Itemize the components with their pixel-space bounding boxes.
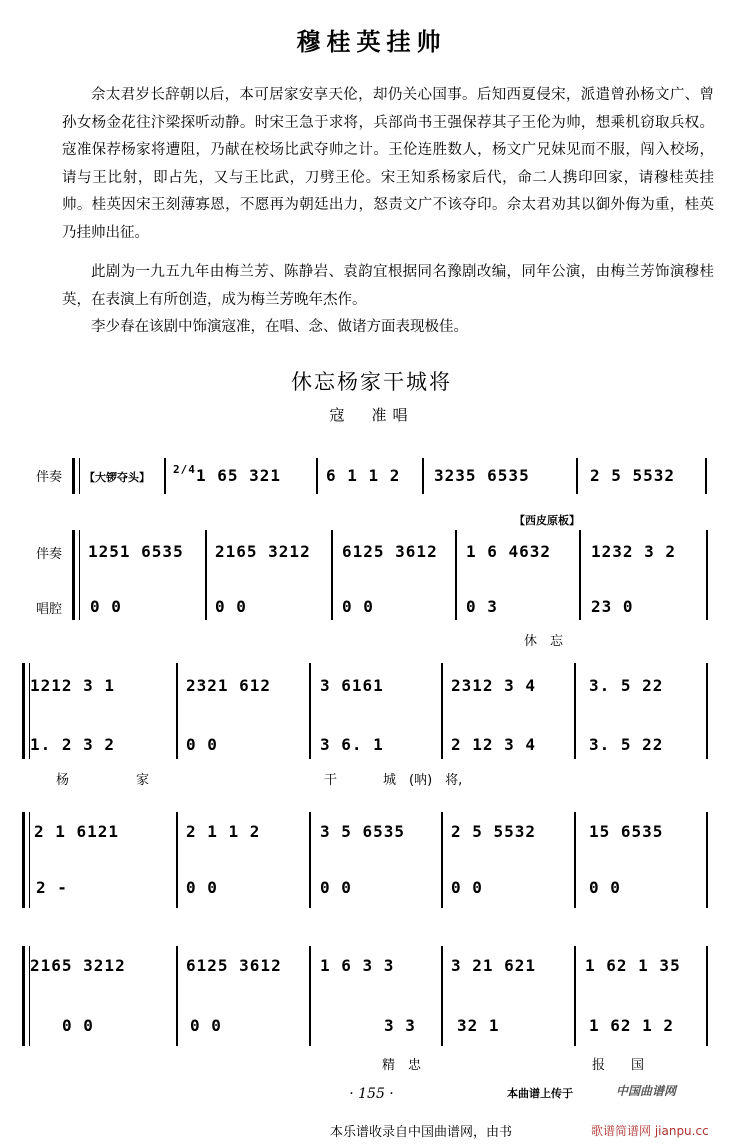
measure: 0 0 <box>215 597 247 616</box>
singer-credit: 寇 准唱 <box>329 406 414 424</box>
barline <box>576 458 578 494</box>
part-label-accomp: 伴奏 <box>36 547 63 562</box>
measure: 6125 3612 <box>342 542 438 561</box>
measure: 3 3 <box>384 1016 416 1035</box>
barline <box>176 812 178 908</box>
barline <box>176 946 178 1046</box>
lyric: 干 <box>324 773 338 788</box>
measure: 2 1 1 2 <box>186 822 261 841</box>
measure: 0 0 <box>62 1016 94 1035</box>
barline <box>309 812 311 908</box>
barline <box>706 530 708 620</box>
barline <box>705 458 707 494</box>
part-label-vocal: 唱腔 <box>36 602 63 617</box>
lyric: 休 忘 <box>524 634 564 649</box>
barline <box>441 946 443 1046</box>
measure: 6 1 1 2 <box>326 466 401 485</box>
upload-note: 本曲谱上传于 <box>507 1087 573 1100</box>
page-title: 穆桂英挂帅 <box>296 28 447 56</box>
barline <box>441 663 443 759</box>
measure: 0 0 <box>186 735 218 754</box>
system-brace <box>22 812 30 908</box>
measure: 1 65 321 <box>196 466 282 485</box>
measure: 2 12 3 4 <box>451 735 537 754</box>
system-brace <box>72 530 80 620</box>
barline <box>316 458 318 494</box>
barline <box>309 663 311 759</box>
watermark: 歌谱简谱网 jianpu.cc <box>591 1124 709 1138</box>
lyric: 报 国 <box>592 1058 645 1073</box>
measure: 1 62 1 2 <box>589 1016 675 1035</box>
barline <box>455 530 457 620</box>
measure: 1. 2 3 2 <box>30 735 116 754</box>
lyric: 精 忠 <box>382 1058 422 1073</box>
lyric: 杨 <box>56 773 70 788</box>
measure: 3 21 621 <box>451 956 537 975</box>
measure: 3 6. 1 <box>320 735 384 754</box>
barline <box>706 946 708 1046</box>
source-note: 本乐谱收录自中国曲谱网，由书 <box>330 1125 513 1140</box>
adaptation-paragraph: 此剧为一九五九年由梅兰芳、陈静岩、袁韵宜根据同名豫剧改编，同年公演，由梅兰芳饰演穆桂英，在表演上有所创造，成为梅兰芳晚年杰作。 <box>62 264 714 308</box>
measure: 23 0 <box>591 597 634 616</box>
lyric: 家 <box>136 773 150 788</box>
measure: 3. 5 22 <box>589 735 664 754</box>
barline <box>164 458 166 494</box>
page-number: · 155 · <box>349 1086 394 1102</box>
site-logo: 中国曲谱网 <box>616 1084 677 1098</box>
measure: 2 - <box>36 878 68 897</box>
song-title: 休忘杨家干城将 <box>291 370 452 394</box>
measure: 2 5 5532 <box>451 822 537 841</box>
measure: 1 6 3 3 <box>320 956 395 975</box>
system-brace <box>22 663 30 759</box>
lyric: 城 (呐) 将, <box>383 773 463 788</box>
measure: 1 6 4632 <box>466 542 552 561</box>
measure: 2312 3 4 <box>451 676 537 695</box>
intro-tag: 【大锣夺头】 <box>84 471 150 484</box>
synopsis-paragraph: 佘太君岁长辞朝以后，本可居家安享天伦，却仍关心国事。后知西夏侵宋，派遣曾孙杨文广、曾孙女杨金花往汴梁探听动静。时宋王急于求将，兵部尚书王强保荐其子王伦为帅，想乘机窃取兵权。寇准保荐杨家将遭阻，乃献在校场比武夺帅之计。王伦连胜数人，杨文广兄妹见而不服，闯入校场，请与王比射，即占先，又与王比武，刀劈王伦。宋王知系杨家后代，命二人携印回家，请穆桂英挂帅。桂英因宋王刻薄寡恩，不愿再为朝廷出力，怒责文广不该夺印。佘太君劝其以御外侮为重，桂英乃挂帅出征。 <box>62 87 714 241</box>
barline <box>706 812 708 908</box>
measure: 6125 3612 <box>186 956 282 975</box>
measure: 1212 3 1 <box>30 676 116 695</box>
barline <box>574 812 576 908</box>
barline <box>574 663 576 759</box>
measure: 1251 6535 <box>88 542 184 561</box>
measure: 0 0 <box>90 597 122 616</box>
measure: 0 0 <box>186 878 218 897</box>
measure: 1232 3 2 <box>591 542 677 561</box>
measure: 3235 6535 <box>434 466 530 485</box>
measure: 2165 3212 <box>215 542 311 561</box>
measure: 2 5 5532 <box>590 466 676 485</box>
measure: 2321 612 <box>186 676 272 695</box>
measure: 0 0 <box>190 1016 222 1035</box>
measure: 3 5 6535 <box>320 822 406 841</box>
measure: 2165 3212 <box>30 956 126 975</box>
measure: 0 0 <box>589 878 621 897</box>
barline <box>422 458 424 494</box>
measure: 2 1 6121 <box>34 822 120 841</box>
barline <box>309 946 311 1046</box>
time-signature: 2/4 <box>173 463 196 476</box>
barline <box>331 530 333 620</box>
xipi-tag: 【西皮原板】 <box>514 514 580 527</box>
measure: 3. 5 22 <box>589 676 664 695</box>
system-brace <box>72 458 80 494</box>
measure: 3 6161 <box>320 676 384 695</box>
part-label-accomp: 伴奏 <box>36 470 63 485</box>
measure: 0 3 <box>466 597 498 616</box>
cast-paragraph: 李少春在该剧中饰演寇准，在唱、念、做诸方面表现极佳。 <box>91 319 468 335</box>
measure: 32 1 <box>457 1016 500 1035</box>
barline <box>579 530 581 620</box>
barline <box>176 663 178 759</box>
measure: 15 6535 <box>589 822 664 841</box>
barline <box>706 663 708 759</box>
measure: 0 0 <box>451 878 483 897</box>
barline <box>574 946 576 1046</box>
barline <box>441 812 443 908</box>
measure: 1 62 1 35 <box>585 956 681 975</box>
measure: 0 0 <box>320 878 352 897</box>
system-brace <box>22 946 30 1046</box>
measure: 0 0 <box>342 597 374 616</box>
barline <box>205 530 207 620</box>
